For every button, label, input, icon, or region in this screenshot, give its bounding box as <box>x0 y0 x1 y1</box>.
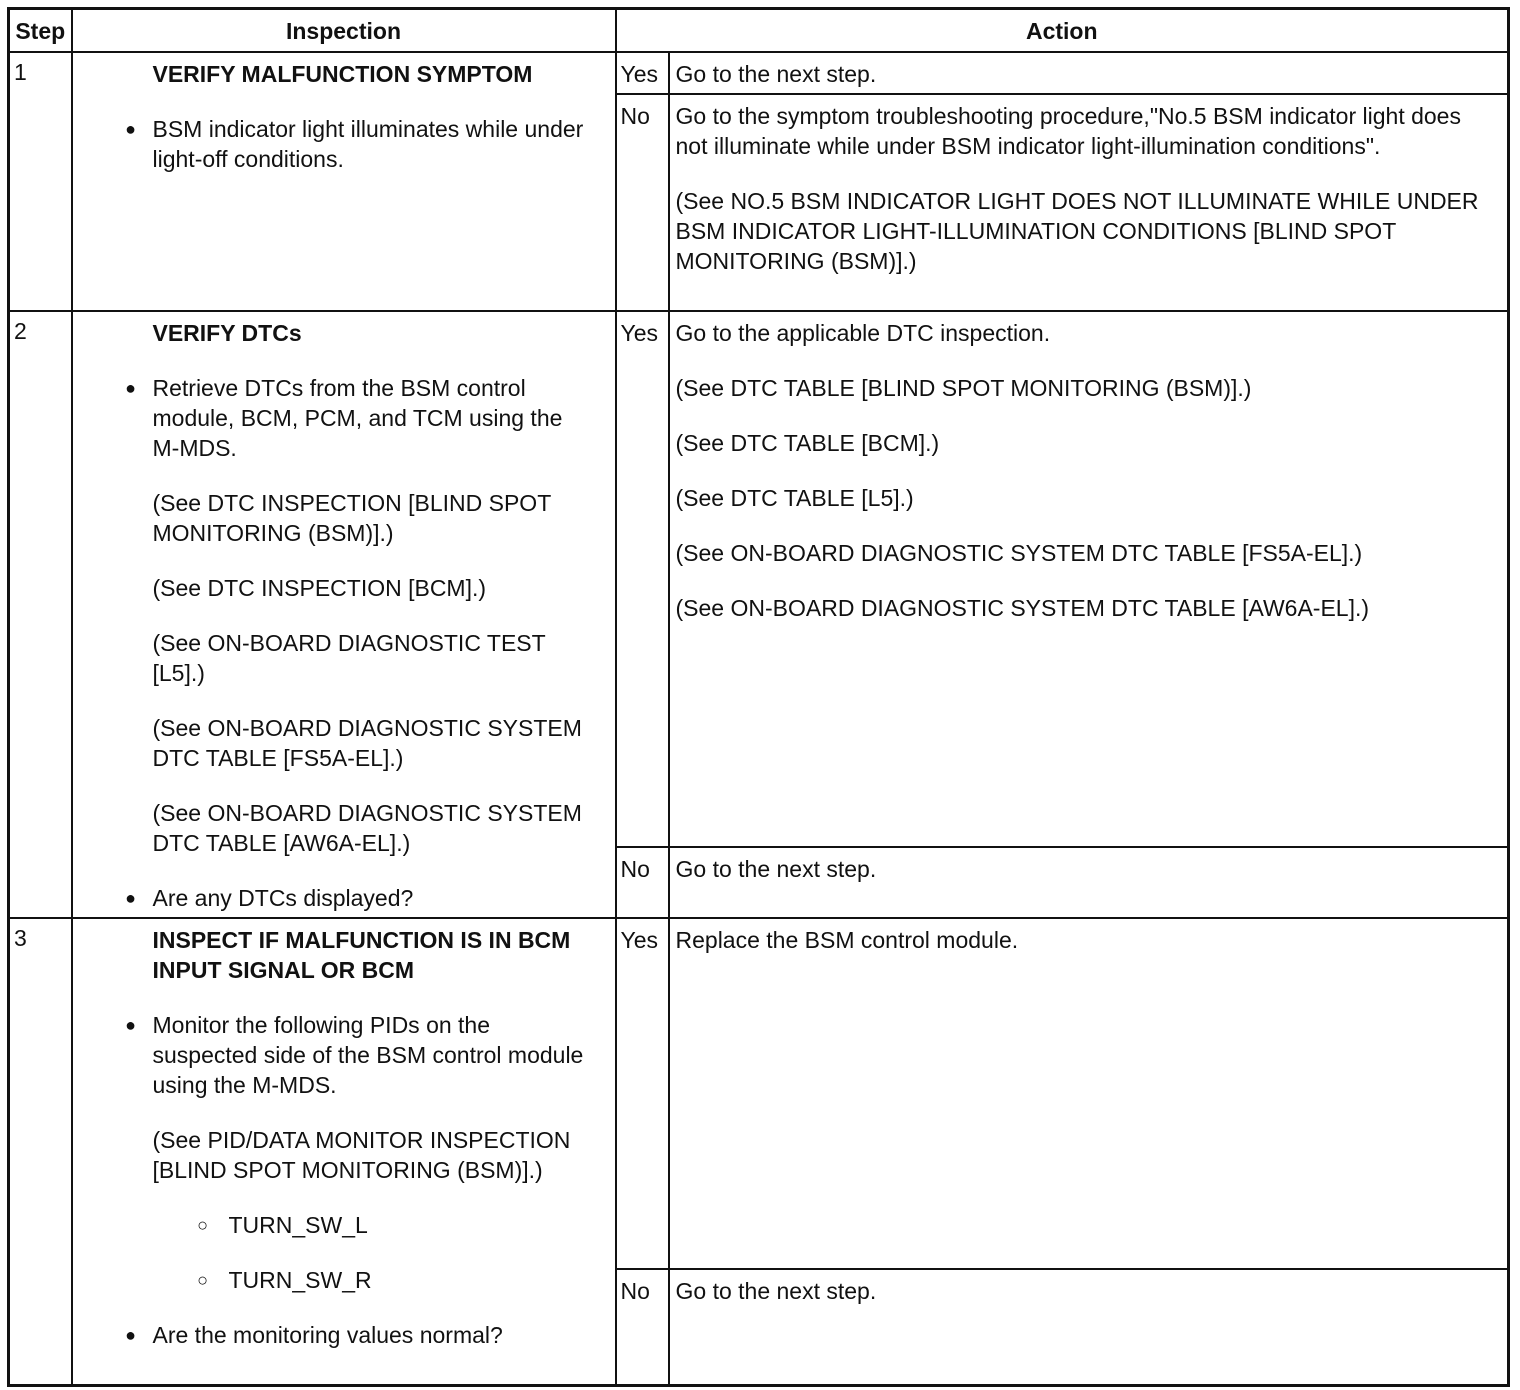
reference-link[interactable]: (See ON-BOARD DIAGNOSTIC SYSTEM DTC TABLE [FS5A-EL].) <box>152 715 582 771</box>
inspection-cell <box>72 311 616 918</box>
header-action: Action <box>616 9 1509 53</box>
table-row <box>9 918 1509 1269</box>
reference-link[interactable]: (See PID/DATA MONITOR INSPECTION [BLIND SPOT MONITORING (BSM)].) <box>152 1127 571 1183</box>
reference-link[interactable]: (See ON-BOARD DIAGNOSTIC SYSTEM DTC TABLE [AW6A-EL].) <box>675 595 1370 621</box>
yes-action-cell <box>669 52 1509 94</box>
action-text: Go to the applicable DTC inspection. <box>675 320 1051 346</box>
filled-circle-bullet-icon: ● <box>125 1015 136 1035</box>
list-item <box>125 373 585 463</box>
yes-action-cell <box>669 918 1509 1269</box>
step-title: INSPECT IF MALFUNCTION IS IN BCM INPUT SIGNAL OR BCM <box>152 927 571 983</box>
action-text: Replace the BSM control module. <box>675 927 1019 953</box>
table-row <box>9 52 1509 94</box>
no-label: No <box>616 847 669 918</box>
reference-link[interactable]: (See DTC TABLE [BLIND SPOT MONITORING (BSM)].) <box>675 375 1252 401</box>
reference-link[interactable]: (See DTC TABLE [BCM].) <box>675 430 940 456</box>
action-text: Go to the next step. <box>675 1278 877 1304</box>
bullet-text: Are the monitoring values normal? <box>152 1322 503 1348</box>
reference-link[interactable]: (See ON-BOARD DIAGNOSTIC TEST [L5].) <box>152 630 546 686</box>
table-row <box>9 311 1509 847</box>
step-title: VERIFY MALFUNCTION SYMPTOM <box>152 61 533 87</box>
yes-action-cell <box>669 311 1509 847</box>
filled-circle-bullet-icon: ● <box>125 1325 136 1345</box>
reference-link[interactable]: (See ON-BOARD DIAGNOSTIC SYSTEM DTC TABLE [AW6A-EL].) <box>152 800 582 856</box>
list-item <box>125 883 585 913</box>
pid-name: TURN_SW_R <box>228 1267 372 1293</box>
yes-label: Yes <box>616 311 669 847</box>
inspection-cell <box>72 918 616 1385</box>
filled-circle-bullet-icon: ● <box>125 888 136 908</box>
hollow-circle-bullet-icon: ○ <box>197 1215 208 1235</box>
filled-circle-bullet-icon: ● <box>125 119 136 139</box>
action-text: Go to the next step. <box>675 856 877 882</box>
hollow-circle-bullet-icon: ○ <box>197 1270 208 1290</box>
reference-link[interactable]: (See DTC INSPECTION [BCM].) <box>152 575 487 601</box>
no-action-cell <box>669 847 1509 918</box>
bullet-text: Monitor the following PIDs on the suspected side of the BSM control module using the M-MDS. <box>152 1012 584 1098</box>
no-action-cell <box>669 1269 1509 1385</box>
header-step: Step <box>9 9 72 53</box>
action-text: Go to the symptom troubleshooting procedure,"No.5 BSM indicator light does not illuminate while under BSM indicator light-illumination conditions". <box>675 103 1461 159</box>
step-title: VERIFY DTCs <box>152 320 302 346</box>
reference-link[interactable]: (See DTC TABLE [L5].) <box>675 485 914 511</box>
header-row <box>9 9 1509 53</box>
step-number: 1 <box>9 52 72 311</box>
list-item <box>197 1265 585 1295</box>
pid-name: TURN_SW_L <box>228 1212 368 1238</box>
reference-link[interactable]: (See NO.5 BSM INDICATOR LIGHT DOES NOT ILLUMINATE WHILE UNDER BSM INDICATOR LIGHT-ILLUMINATION CONDITIONS [BLIND SPOT MONITORING (BSM)].) <box>675 188 1479 274</box>
no-action-cell <box>669 94 1509 311</box>
inspection-cell <box>72 52 616 311</box>
step-number: 3 <box>9 918 72 1385</box>
troubleshooting-table <box>7 7 1510 1387</box>
bullet-text: BSM indicator light illuminates while under light-off conditions. <box>152 116 584 172</box>
step-number: 2 <box>9 311 72 918</box>
bullet-text: Are any DTCs displayed? <box>152 885 414 911</box>
list-item <box>125 114 585 174</box>
list-item <box>125 1010 585 1100</box>
header-inspection: Inspection <box>72 9 616 53</box>
no-label: No <box>616 1269 669 1385</box>
reference-link[interactable]: (See ON-BOARD DIAGNOSTIC SYSTEM DTC TABLE [FS5A-EL].) <box>675 540 1363 566</box>
yes-label: Yes <box>616 918 669 1269</box>
filled-circle-bullet-icon: ● <box>125 378 136 398</box>
yes-label: Yes <box>616 52 669 94</box>
list-item <box>197 1210 585 1240</box>
bullet-text: Retrieve DTCs from the BSM control module, BCM, PCM, and TCM using the M-MDS. <box>152 375 563 461</box>
no-label: No <box>616 94 669 311</box>
list-item <box>125 1320 585 1350</box>
action-text: Go to the next step. <box>675 61 877 87</box>
reference-link[interactable]: (See DTC INSPECTION [BLIND SPOT MONITORING (BSM)].) <box>152 490 551 546</box>
